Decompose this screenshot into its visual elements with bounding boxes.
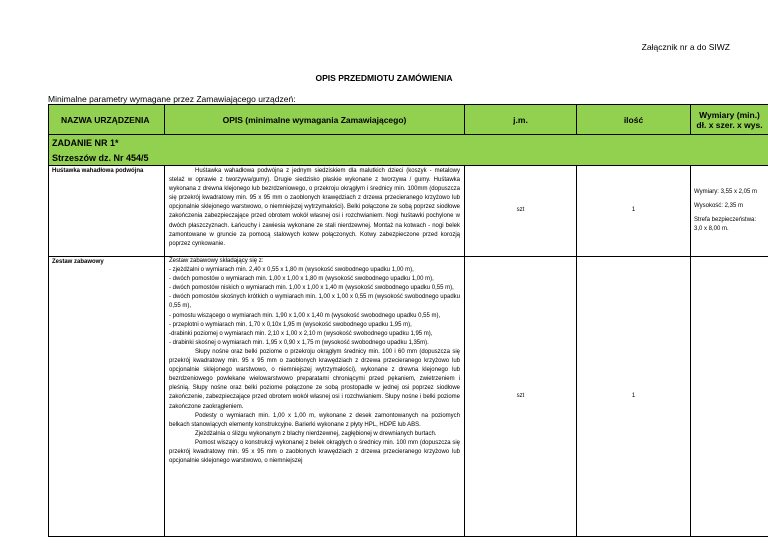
col-header-qty: ilość <box>577 105 691 135</box>
table-row <box>49 257 768 537</box>
description-paragraph: Pomost wiszący o konstrukcji wykonanej z belek okrągłych o średnicy min. 100 mm (dopuszcza się przekrój kwadratowy min. 95 x 95 mm o zaoblonych krawędziach z drzewa przecieranego krzyżowo lub opcjonalnie sklejonego warstwowo, o niemniejszej <box>169 439 460 465</box>
safety-zone-line: Strefa bezpieczeństwa: 3,0 x 8,00 m. <box>694 217 757 233</box>
col-header-name: NAZWA URZĄDZENIA <box>49 105 165 135</box>
attachment-label: Załącznik nr a do SIWZ <box>641 42 730 52</box>
document-title: OPIS PRZEDMIOTU ZAMÓWIENIA <box>315 73 453 83</box>
table-header-row <box>49 105 768 135</box>
section-row-task <box>49 135 768 151</box>
unit-cell: szt <box>465 257 577 537</box>
col-header-unit: j.m. <box>465 105 577 135</box>
quantity-cell: 1 <box>577 257 691 537</box>
description-line: Zestaw zabawowy składający się z: <box>169 258 264 264</box>
height-line: Wysokość: 2,35 m <box>694 202 743 209</box>
description-paragraph: Huśtawka wahadłowa podwójna z jednym siedziskiem dla malutkich dzieci (koszyk - metalowy stelaż w oprawie z tworzywa/gumy). Drugie siedzisko płaskie wykonane z tworzywa / gumy. Huśtawka wykonana z drewna klejonego lub bezrdzeniowego, o przekroju okrągłym i średnicy min. 100mm (dopuszcza się przekrój kwadratowy min. 95 x 95 mm o zaoblonych krawędziach z drzewa przecieranego krzyżowo lub opcjonalnie sklejonego warstwowo, o niemniejszej wytrzymałości). Belki połączone ze sobą poprzez siodłowe zakończenia zabezpieczające przed obrotem wokół własnej osi i rozchwianiem. Nogi huśtawki pochylone w dwóch płaszczyznach. Łańcuchy i zawiesia wykonane ze stali nierdzewnej. Montaż na kotwach - nogi belek zamontowane w gruncie za pomocą stalowych kotew połączonych. Kotwy zabezpieczone przed korozją poprzez cynkowanie. <box>169 168 460 247</box>
description-line: - dwóch pomostów niskich o wymiarach min. 1,00 x 1,00 x 1,40 m (wysokość swobodnego upadku 0,55 m), <box>169 285 454 292</box>
section-row-place <box>49 151 768 166</box>
device-name: Huśtawka wahadłowa podwójna <box>49 166 165 257</box>
description-line: - drabinki skośnej o wymiarach min. 1,95 x 0,90 x 1,75 m (wysokość swobodnego upadku 1,35m). <box>169 339 429 346</box>
description-line: - zjeżdżalni o wymiarach min. 2,40 x 0,55 x 1,80 m (wysokość swobodnego upadku 1,00 m), <box>169 267 414 274</box>
quantity-cell: 1 <box>577 166 691 257</box>
section-place-label: Strzeszów dz. Nr 454/5 <box>49 151 768 166</box>
col-header-desc: OPIS (minimalne wymagania Zamawiającego) <box>165 105 465 135</box>
device-description <box>165 166 465 257</box>
description-line: - dwóch pomostów o wymiarach min. 1,00 x 1,00 x 1,80 m (wysokość swobodnego upadku 1,00 m), <box>169 276 434 283</box>
device-name: Zestaw zabawowy <box>49 257 165 537</box>
table-row <box>49 166 768 257</box>
description-paragraph: Podesty o wymiarach min. 1,00 x 1,00 m, wykonane z desek zamontowanych na poziomych belkach stanowiących elementy konstrukcyjne. Barierki wykonane z płyty HPL, HDPE lub ABS. <box>169 412 460 428</box>
requirements-table <box>48 104 768 537</box>
dimensions-cell <box>691 257 768 537</box>
description-line: - pomostu wiszącego o wymiarach min. 1,90 x 1,00 x 1,40 m (wysokość swobodnego upadku 0,55 m), <box>169 312 441 319</box>
description-paragraph: Słupy nośne oraz belki poziome o przekroju okrągłym średnicy min. 100 i 60 mm (dopuszcza się przekrój kwadratowy min. 95 x 95 mm o zaoblonych krawędziach z drzewa przecieranego krzyżowo lub opcjonalnie sklejonego warstwowo, o niemniejszej wytrzymałości), wykonane z drewna klejonego lub bezrdzeniowego powlekane wielowarstwowo preparatami chroniącymi przed pękaniem, zwietrzeniem i pleśnią. Słupy nośne oraz belki poziome połączone ze sobą prostopadle w jednej osi poprzez siodłowe zakończenie, zabezpieczające przed obrotem wokół własnej osi i rozchwianiem. Słupy nośne i belki poziome zakończone zaokrągleniem. <box>169 348 460 410</box>
unit-cell: szt <box>465 166 577 257</box>
description-paragraph: Zjeżdżalnia o ślizgu wykonanym z blachy nierdzewnej, zagłębionej w drewnianych burtach. <box>195 430 437 437</box>
description-line: - dwóch pomostów skośnych krótkich o wymiarach min. 1,00 x 1,00 x 0,55 m (wysokość swobodnego upadku 0,55 m), <box>169 294 460 310</box>
dimensions-line: Wymiary: 3,55 x 2,05 m <box>694 188 757 195</box>
description-line: -drabinki poziomej o wymiarach min. 2,10 x 1,00 x 2,10 m (wysokość swobodnego upadku 1,95 m), <box>169 330 433 337</box>
description-line: - przeplotni o wymiarach min. 1,70 x 0,10x 1,95 m (wysokość swobodnego upadku 1,95 m), <box>169 321 412 328</box>
document-subtitle: Minimalne parametry wymagane przez Zamawiającego urządzeń: <box>48 94 296 104</box>
col-header-dims: Wymiary (min.) dł. x szer. x wys. <box>691 105 768 135</box>
dimensions-cell <box>691 166 768 257</box>
device-description <box>165 257 465 537</box>
section-task-label: ZADANIE NR 1* <box>49 135 768 151</box>
